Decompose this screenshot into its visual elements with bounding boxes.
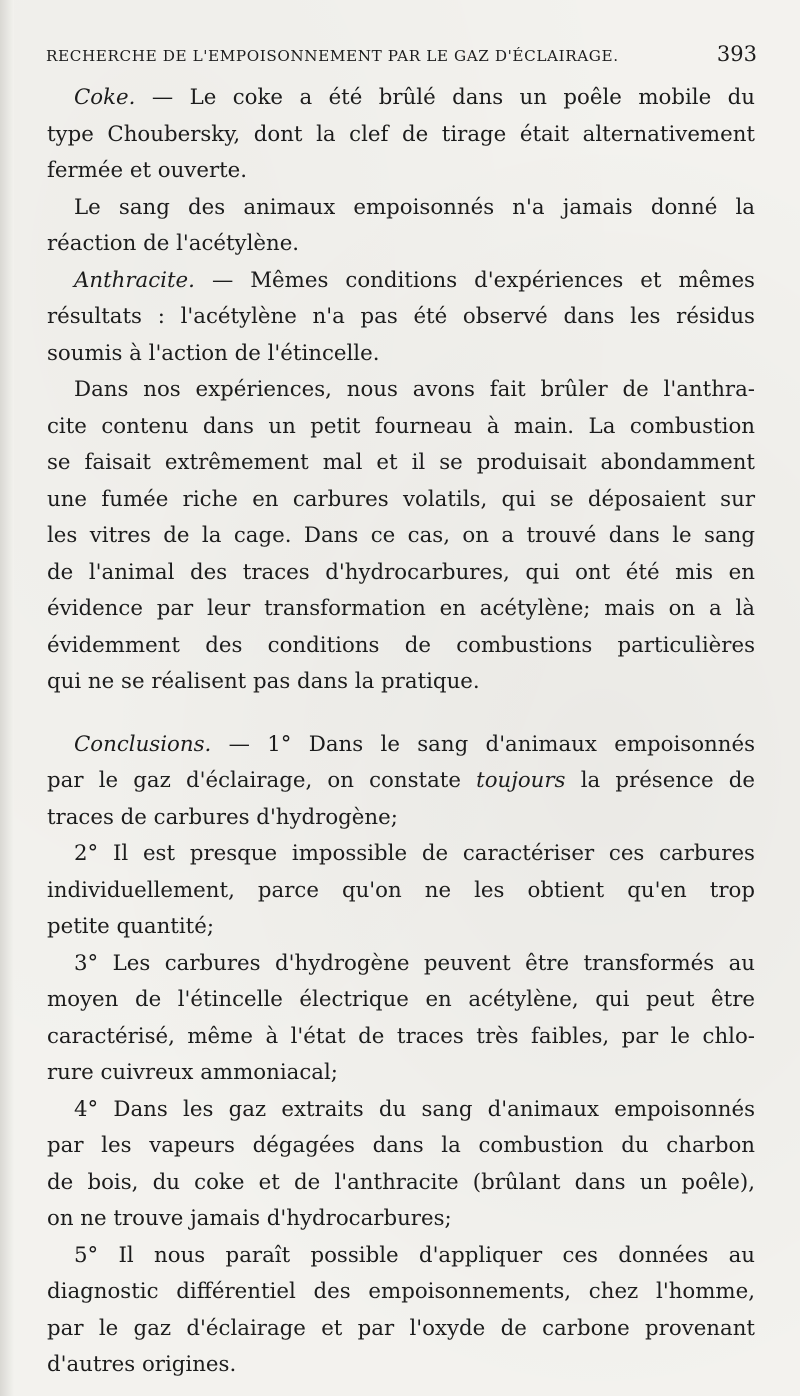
conclusion-5-line-3: par le gaz d'éclairage et par l'oxyde de carbone provenant: [47, 1315, 755, 1341]
experiences-line-8: évidemment des conditions de combustions particulières: [47, 632, 755, 658]
conclusion-5-line-4: d'autres origines.: [47, 1352, 237, 1377]
conclusion-1-emphasis: toujours: [476, 768, 566, 793]
page-header: [46, 40, 761, 74]
sang-line-2: réaction de l'acétylène.: [47, 231, 300, 256]
conclusion-1-text-1: — 1° Dans le sang d'animaux empoisonnés: [228, 731, 756, 757]
coke-text-1: — Le coke a été brûlé dans un poêle mobile du: [151, 85, 755, 110]
experiences-line-7: évidence par leur transformation en acétylène; mais on a là: [47, 596, 755, 621]
conclusion-3-line-4: rure cuivreux ammoniacal;: [47, 1060, 338, 1085]
conclusion-1-text-2a: par le gaz d'éclairage, on constate: [47, 768, 461, 793]
conclusion-2-line-2: individuellement, parce qu'on ne les obtient qu'en trop: [47, 877, 755, 903]
anthracite-line-2: résultats : l'acétylène n'a pas été observé dans les résidus: [47, 304, 755, 329]
conclusion-3-line-3: caractérisé, même à l'état de traces très faibles, par le chlo-: [47, 1023, 755, 1049]
experiences-line-6: de l'animal des traces d'hydrocarbures, qui ont été mis en: [47, 559, 755, 585]
page-left-edge-shadow: [0, 0, 14, 1396]
running-head: RECHERCHE DE L'EMPOISONNEMENT PAR LE GAZ D'ÉCLAIRAGE.: [46, 47, 619, 65]
coke-label: Coke.: [74, 85, 136, 110]
conclusion-1-text-2b: la présence de: [580, 768, 755, 793]
anthracite-line-1: [47, 263, 755, 300]
coke-line-3: fermée et ouverte.: [47, 158, 248, 183]
body-text: [47, 80, 755, 1384]
conclusion-2-line-3: petite quantité;: [47, 914, 215, 939]
anthracite-label: Anthracite.: [74, 267, 195, 293]
coke-line-2: type Choubersky, dont la clef de tirage était alternativement: [47, 121, 755, 147]
conclusion-3-line-2: moyen de l'étincelle électrique en acétylène, qui peut être: [47, 987, 755, 1012]
conclusion-2-line-1: 2° Il est presque impossible de caractériser ces carbures: [74, 841, 755, 866]
experiences-line-9: qui ne se réalisent pas dans la pratique.: [47, 669, 480, 694]
experiences-line-4: une fumée riche en carbures volatils, qui se déposaient sur: [47, 486, 755, 512]
experiences-line-1: Dans nos expériences, nous avons fait brûler de l'anthra-: [74, 377, 755, 402]
conclusion-5-line-2: diagnostic différentiel des empoisonnements, chez l'homme,: [47, 1279, 755, 1304]
experiences-line-5: les vitres de la cage. Dans ce cas, on a trouvé dans le sang: [47, 523, 755, 548]
anthracite-text-1: — Mêmes conditions d'expériences et mêmes: [211, 267, 755, 293]
anthracite-line-3: soumis à l'action de l'étincelle.: [47, 340, 380, 366]
conclusion-4-line-2: par les vapeurs dégagées dans la combustion du charbon: [47, 1133, 755, 1158]
conclusion-1-line-2: [47, 763, 755, 800]
conclusion-3-line-1: 3° Les carbures d'hydrogène peuvent être transformés au: [74, 950, 755, 976]
page-number: 393: [716, 42, 757, 66]
conclusions-label: Conclusions.: [74, 731, 212, 757]
experiences-line-2: cite contenu dans un petit fourneau à main. La combustion: [47, 413, 755, 439]
coke-line-1: [47, 80, 755, 117]
experiences-line-3: se faisait extrêmement mal et il se produisait abondamment: [47, 450, 755, 475]
conclusion-5-line-1: 5° Il nous paraît possible d'appliquer ces données au: [74, 1242, 755, 1268]
conclusion-4-line-1: 4° Dans les gaz extraits du sang d'animaux empoisonnés: [74, 1096, 755, 1122]
conclusion-4-line-4: on ne trouve jamais d'hydrocarbures;: [47, 1206, 452, 1231]
section-gap: [47, 701, 755, 727]
conclusion-1-line-3: traces de carbures d'hydrogène;: [47, 804, 398, 830]
conclusion-1-line-1: [47, 727, 755, 764]
conclusion-4-line-3: de bois, du coke et de l'anthracite (brûlant dans un poêle),: [47, 1169, 755, 1195]
sang-line-1: Le sang des animaux empoisonnés n'a jamais donné la: [74, 194, 755, 220]
